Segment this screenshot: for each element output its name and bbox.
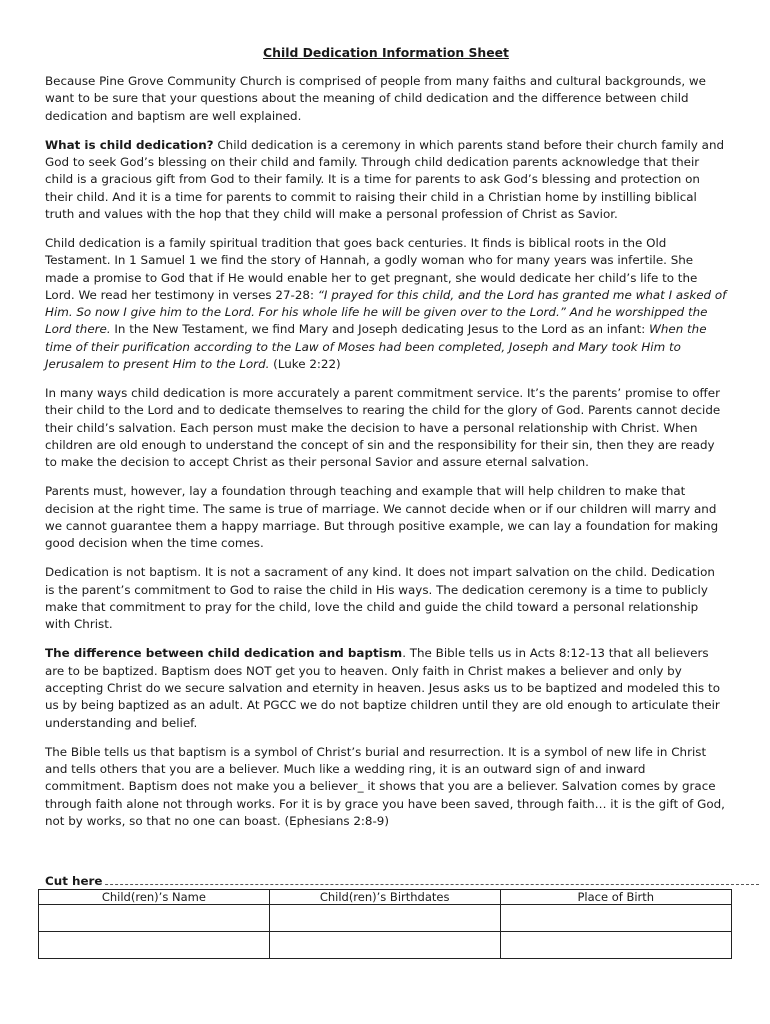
luke-quote: When the time of their purification according to the Law of Moses had been completed, Joseph and Mary took Him to Jerusalem to present Him to the Lord. (45, 322, 707, 372)
what-is-body: Child dedication is a ceremony in which parents stand before their church family and God to seek God’s blessing on their child and family. Through child dedication parents acknowledge that their child is a gracious gift from God to their family. It is a time for parents to ask God’s blessing and protection on their child. And it is a time for parents to commit to raising their child in a Christian home by instilling biblical truth and values with the hop that they child will make a personal profession of Christ as Savior. (45, 137, 725, 221)
commitment-paragraph: In many ways child dedication is more accurately a parent commitment service. It’s the parents’ promise to offer their child to the Lord and to dedicate themselves to rearing the child for the glory of God. Parents cannot decide their child’s salvation. Each person must make the decision to have a personal relationship with Christ. When children are old enough to understand the concept of sin and the responsibility for their sin, then they are ready to make the decision to accept Christ as their personal Savior and assure eternal salvation. (45, 386, 721, 470)
cut-line-section (45, 874, 759, 890)
place-cell[interactable] (500, 905, 731, 932)
document-body (45, 44, 727, 842)
tradition-paragraph (45, 235, 727, 373)
birthdate-cell[interactable] (269, 932, 500, 959)
birthdate-cell[interactable] (269, 905, 500, 932)
tradition-text-1: Child dedication is a family spiritual tradition that goes back centuries. It finds is biblical roots in the Old Testament. In 1 Samuel 1 we find the story of Hannah, a godly woman who for many years was infertile. She made a promise to God that if He would enable her to get pregnant, she would dedicate her child’s life to the Lord. We read her testimony in verses 27-28: (45, 235, 698, 302)
what-is-heading: What is child dedication? (45, 137, 214, 152)
header-place-of-birth: Place of Birth (500, 890, 731, 905)
difference-paragraph (45, 645, 727, 731)
difference-heading: The difference between child dedication and baptism (45, 646, 403, 661)
foundation-paragraph: Parents must, however, lay a foundation through teaching and example that will help children to make that decision at the right time. The same is true of marriage. We cannot decide when or if our children will marry and we cannot guarantee them a happy marriage. But through positive example, we can lay a foundation for making good decision when the time comes. (45, 484, 719, 551)
cut-here-label: Cut here (45, 874, 103, 888)
hannah-quote: “I prayed for this child, and the Lord has granted me what I asked of Him. So now I give him to the Lord. For his whole life he will be given over to the Lord.” And he worshipped the Lord there. (45, 287, 727, 337)
not-baptism-paragraph: Dedication is not baptism. It is not a sacrament of any kind. It does not impart salvation on the child. Dedication is the parent’s commitment to God to raise the child in His ways. The dedication ceremony is a time to publicly make that commitment to pray for the child, love the child and guide the child toward a personal relationship with Christ. (45, 565, 715, 632)
intro-paragraph: Because Pine Grove Community Church is comprised of people from many faiths and cultural backgrounds, we want to be sure that your questions about the meaning of child dedication and the difference between child dedication and baptism are well explained. (45, 74, 706, 123)
tradition-text-2: In the New Testament, we find Mary and Joseph dedicating Jesus to the Lord as an infant: (110, 322, 650, 337)
luke-reference: (Luke 2:22) (269, 357, 341, 372)
page-title: Child Dedication Information Sheet (263, 45, 509, 60)
place-cell[interactable] (500, 932, 731, 959)
what-is-paragraph (45, 137, 727, 223)
difference-body: . The Bible tells us in Acts 8:12-13 that all believers are to be baptized. Baptism does NOT get you to heaven. Only faith in Christ makes a believer and only by accepting Christ do we secure salvation and eternity in heaven. Jesus asks us to be baptized and modeled this to us by being baptized as an adult. At PGCC we do not baptize children until they are old enough to articulate their understanding and belief. (45, 646, 720, 730)
symbol-paragraph: The Bible tells us that baptism is a symbol of Christ’s burial and resurrection. It is a symbol of new life in Christ and tells others that you are a believer. Much like a wedding ring, it is an outward sign of and inward commitment. Baptism does not make you a believer_ it shows that you are a believer. Salvation comes by grace through faith alone not through works. For it is by grace you have been saved, through faith… it is the gift of God, not by works, so that no one can boast. (Ephesians 2:8-9) (45, 744, 725, 828)
table-header-row (39, 890, 732, 905)
name-cell[interactable] (39, 932, 270, 959)
dashed-cut-line (45, 884, 759, 885)
table-row (39, 932, 732, 959)
header-birthdates: Child(ren)’s Birthdates (269, 890, 500, 905)
child-info-table (38, 889, 732, 959)
name-cell[interactable] (39, 905, 270, 932)
header-child-name: Child(ren)’s Name (39, 890, 270, 905)
table-row (39, 905, 732, 932)
